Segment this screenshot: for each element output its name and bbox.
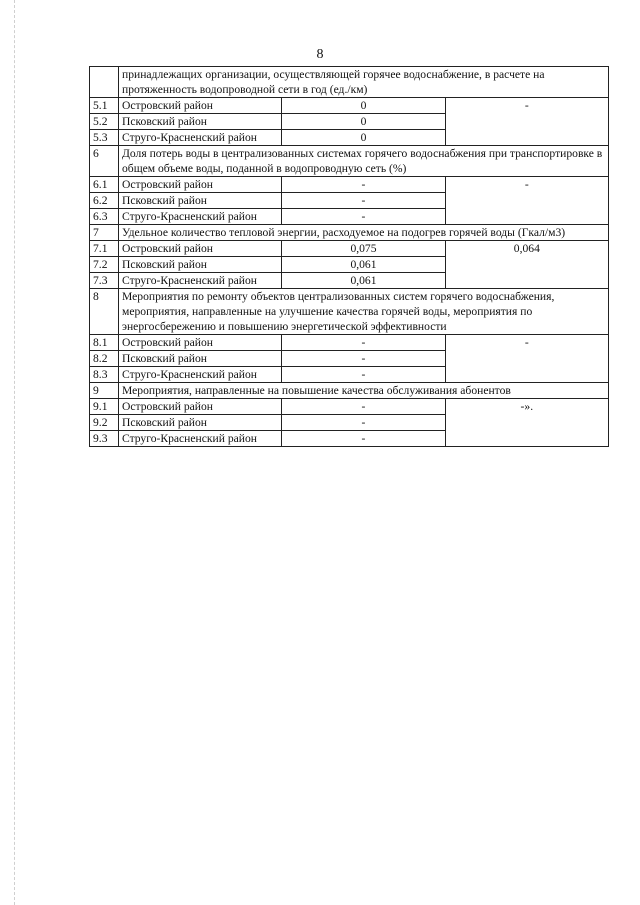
district-value: 0,075	[282, 241, 445, 257]
group-total-value: 0,064	[445, 241, 608, 289]
district-name: Струго-Красненский район	[119, 367, 282, 383]
page-number: 8	[316, 47, 324, 62]
district-name: Островский район	[119, 399, 282, 415]
row-number: 6.3	[90, 209, 119, 225]
row-number: 7.3	[90, 273, 119, 289]
district-value: 0	[282, 114, 445, 130]
district-value: -	[282, 367, 445, 383]
district-value: -	[282, 351, 445, 367]
section-description: Доля потерь воды в централизованных системах горячего водоснабжения при транспортировке в общем объеме воды, поданной в водопроводную сеть (%)	[119, 146, 609, 177]
row-number: 8.2	[90, 351, 119, 367]
district-value: 0	[282, 130, 445, 146]
row-number: 8.3	[90, 367, 119, 383]
district-name: Псковский район	[119, 257, 282, 273]
district-value: -	[282, 399, 445, 415]
section-description: принадлежащих организации, осуществляющей горячее водоснабжение, в расчете на протяженность водопроводной сети в год (ед./км)	[119, 67, 609, 98]
row-number: 6.2	[90, 193, 119, 209]
row-number: 8.1	[90, 335, 119, 351]
district-name: Струго-Красненский район	[119, 130, 282, 146]
row-number: 9	[90, 383, 119, 399]
section-description: Мероприятия, направленные на повышение качества обслуживания абонентов	[119, 383, 609, 399]
district-name: Островский район	[119, 335, 282, 351]
margin-fold-line	[14, 0, 16, 905]
district-value: -	[282, 335, 445, 351]
table-row	[90, 225, 609, 241]
district-value: 0	[282, 98, 445, 114]
table-row	[90, 241, 609, 257]
row-number: 9.2	[90, 415, 119, 431]
table-row	[90, 335, 609, 351]
row-number: 5.2	[90, 114, 119, 130]
district-value: -	[282, 193, 445, 209]
district-name: Псковский район	[119, 193, 282, 209]
row-number: 7.1	[90, 241, 119, 257]
district-name: Островский район	[119, 177, 282, 193]
district-value: 0,061	[282, 257, 445, 273]
section-description: Удельное количество тепловой энергии, расходуемое на подогрев горячей воды (Гкал/м3)	[119, 225, 609, 241]
district-name: Струго-Красненский район	[119, 273, 282, 289]
table-row	[90, 98, 609, 114]
group-total-value: -	[445, 98, 608, 146]
row-number: 7.2	[90, 257, 119, 273]
group-total-value: -».	[445, 399, 608, 447]
group-total-value: -	[445, 335, 608, 383]
table-row	[90, 399, 609, 415]
district-value: -	[282, 415, 445, 431]
row-number: 6	[90, 146, 119, 177]
district-value: 0,061	[282, 273, 445, 289]
district-name: Псковский район	[119, 415, 282, 431]
row-number: 7	[90, 225, 119, 241]
row-number: 5.1	[90, 98, 119, 114]
table-row	[90, 146, 609, 177]
row-number: 9.1	[90, 399, 119, 415]
row-number	[90, 67, 119, 98]
row-number: 6.1	[90, 177, 119, 193]
district-name: Струго-Красненский район	[119, 431, 282, 447]
table-row	[90, 383, 609, 399]
district-value: -	[282, 177, 445, 193]
district-value: -	[282, 431, 445, 447]
row-number: 9.3	[90, 431, 119, 447]
district-name: Струго-Красненский район	[119, 209, 282, 225]
group-total-value: -	[445, 177, 608, 225]
row-number: 5.3	[90, 130, 119, 146]
indicators-table	[89, 66, 609, 447]
district-name: Псковский район	[119, 351, 282, 367]
table-row	[90, 177, 609, 193]
district-name: Псковский район	[119, 114, 282, 130]
district-name: Островский район	[119, 98, 282, 114]
table-row	[90, 67, 609, 98]
table-row	[90, 289, 609, 335]
row-number: 8	[90, 289, 119, 335]
district-value: -	[282, 209, 445, 225]
district-name: Островский район	[119, 241, 282, 257]
section-description: Мероприятия по ремонту объектов централизованных систем горячего водоснабжения, мероприятия, направленные на улучшение качества горячей воды, мероприятия по энергосбережению и повышению энергетической эффективности	[119, 289, 609, 335]
